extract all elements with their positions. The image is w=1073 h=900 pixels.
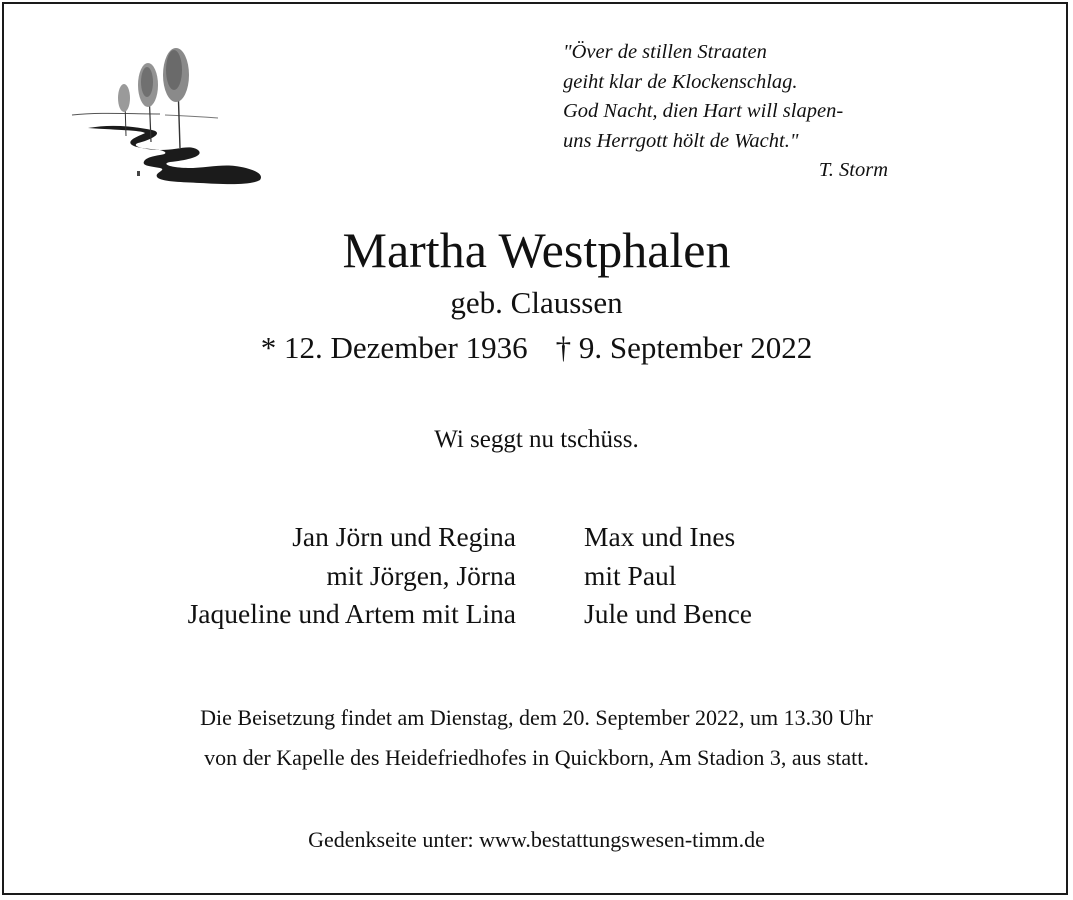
poem-line: God Nacht, dien Hart will slapen- [563,100,844,122]
deceased-name: Martha Westphalen [342,222,731,278]
poem-line: uns Herrgott hölt de Wacht." [563,129,799,152]
funeral-line: Die Beisetzung findet am Dienstag, dem 20. September 2022, um 13.30 Uhr [200,705,873,730]
memorial-page-link[interactable]: Gedenkseite unter: www.bestattungswesen-timm.de [308,827,765,852]
family-line: mit Paul [584,559,677,591]
poem-line: "Över de stillen Straaten [563,41,767,63]
poem-quote [563,38,903,186]
death-date: † 9. September 2022 [555,330,813,365]
funeral-info [0,698,1073,778]
family-column-left [188,518,516,634]
life-dates [0,327,1073,369]
family-column-right [584,518,752,634]
trees-by-river-illustration [70,40,280,190]
family-line: Max und Ines [584,521,736,552]
family-line: mit Jörgen, Jörna [326,559,516,591]
poem-line: geiht klar de Klockenschlag. [563,70,798,93]
maiden-name: geb. Claussen [450,285,623,320]
poem-author: T. Storm [818,159,888,181]
family-line: Jule und Bence [584,598,753,629]
funeral-line: von der Kapelle des Heidefriedhofes in Quickborn, Am Stadion 3, aus statt. [204,745,869,770]
birth-date: * 12. Dezember 1936 [260,330,528,365]
farewell-text: Wi seggt nu tschüss. [434,426,639,453]
family-line: Jan Jörn und Regina [292,521,516,552]
family-line: Jaqueline und Artem mit Lina [187,598,516,629]
